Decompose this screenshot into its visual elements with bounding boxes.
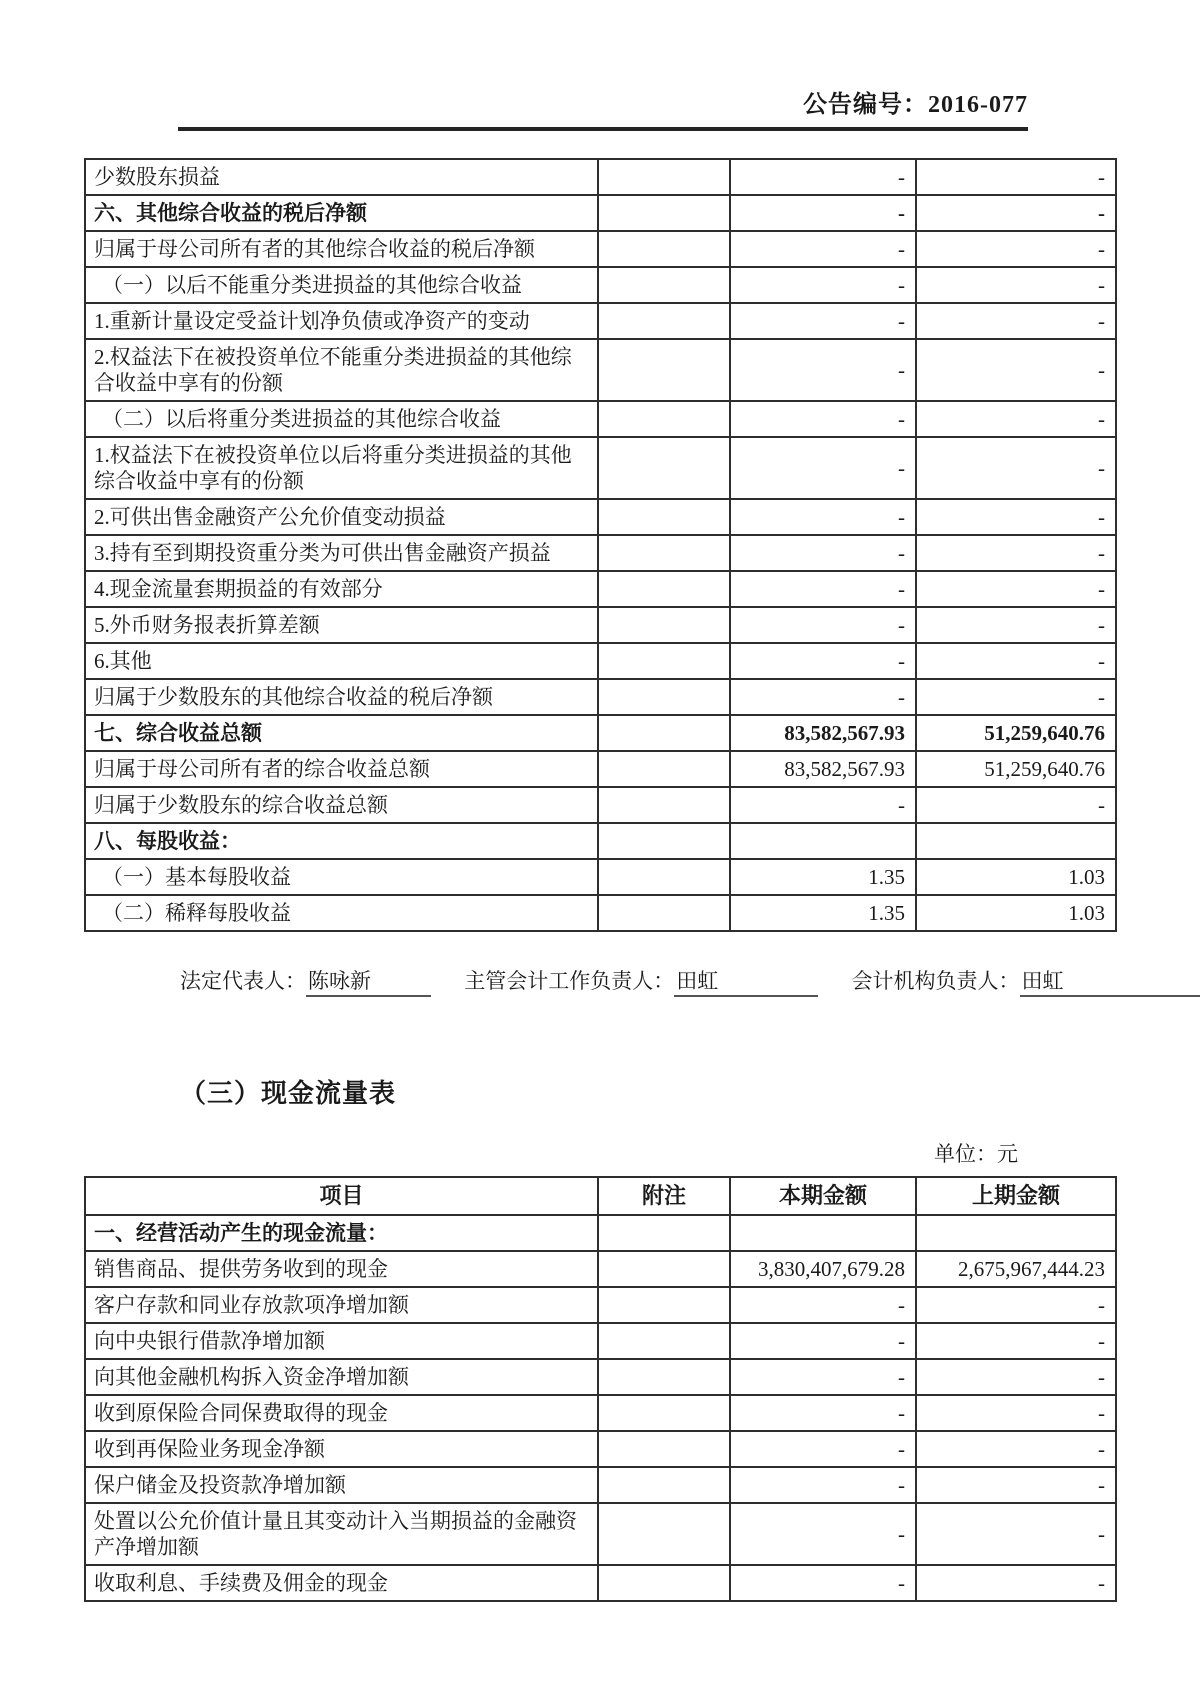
prior-amount-cell: 1.03 <box>916 859 1116 895</box>
note-cell <box>598 1467 730 1503</box>
current-amount-cell: - <box>730 195 916 231</box>
item-cell: 6.其他 <box>85 643 598 679</box>
prior-amount-cell: - <box>916 499 1116 535</box>
item-cell: 归属于母公司所有者的综合收益总额 <box>85 751 598 787</box>
current-amount-cell: - <box>730 1503 916 1565</box>
item-cell: 2.权益法下在被投资单位不能重分类进损益的其他综合收益中享有的份额 <box>85 339 598 401</box>
note-cell <box>598 401 730 437</box>
table-row <box>85 401 1116 437</box>
table-row <box>85 787 1116 823</box>
note-cell <box>598 571 730 607</box>
current-amount-cell <box>730 1215 916 1251</box>
current-amount-cell: - <box>730 339 916 401</box>
section-title: （三）现金流量表 <box>180 1079 397 1108</box>
item-cell: 一、经营活动产生的现金流量： <box>85 1215 598 1251</box>
comprehensive-income-table <box>84 158 1117 932</box>
note-cell <box>598 499 730 535</box>
note-cell <box>598 437 730 499</box>
current-amount-cell: - <box>730 303 916 339</box>
item-cell: 处置以公允价值计量且其变动计入当期损益的金融资产净增加额 <box>85 1503 598 1565</box>
cash-flow-table <box>84 1176 1117 1602</box>
current-amount-cell: - <box>730 159 916 195</box>
unit-label: 单位：元 <box>934 1142 1018 1166</box>
prior-amount-cell: - <box>916 1395 1116 1431</box>
prior-amount-cell: - <box>916 643 1116 679</box>
table-row <box>85 1565 1116 1601</box>
current-amount-cell: - <box>730 1431 916 1467</box>
signature-underline <box>1080 973 1200 997</box>
table-row <box>85 643 1116 679</box>
accounting-department-head-label: 会计机构负责人： <box>851 969 1020 993</box>
table-row <box>85 751 1116 787</box>
item-cell: 归属于少数股东的其他综合收益的税后净额 <box>85 679 598 715</box>
current-amount-cell: - <box>730 643 916 679</box>
note-cell <box>598 535 730 571</box>
column-header-prior-amount: 上期金额 <box>916 1177 1116 1215</box>
prior-amount-cell: - <box>916 571 1116 607</box>
item-cell: 客户存款和同业存放款项净增加额 <box>85 1287 598 1323</box>
prior-amount-cell <box>916 1215 1116 1251</box>
legal-representative-name: 陈咏新 <box>306 965 373 997</box>
note-cell <box>598 303 730 339</box>
current-amount-cell: - <box>730 571 916 607</box>
current-amount-cell: - <box>730 787 916 823</box>
item-cell: 3.持有至到期投资重分类为可供出售金融资产损益 <box>85 535 598 571</box>
table-row <box>85 437 1116 499</box>
prior-amount-cell: - <box>916 1431 1116 1467</box>
current-amount-cell: - <box>730 1565 916 1601</box>
current-amount-cell: - <box>730 1287 916 1323</box>
prior-amount-cell: 51,259,640.76 <box>916 751 1116 787</box>
signature-underline <box>734 973 818 997</box>
current-amount-cell: - <box>730 437 916 499</box>
note-cell <box>598 823 730 859</box>
table-row <box>85 1287 1116 1323</box>
item-cell: 保户储金及投资款净增加额 <box>85 1467 598 1503</box>
prior-amount-cell: 51,259,640.76 <box>916 715 1116 751</box>
prior-amount-cell: 1.03 <box>916 895 1116 931</box>
current-amount-cell: - <box>730 499 916 535</box>
table-row <box>85 571 1116 607</box>
current-amount-cell: 1.35 <box>730 859 916 895</box>
note-cell <box>598 267 730 303</box>
note-cell <box>598 1565 730 1601</box>
item-cell: 5.外币财务报表折算差额 <box>85 607 598 643</box>
table-row <box>85 1251 1116 1287</box>
item-cell: 收到原保险合同保费取得的现金 <box>85 1395 598 1431</box>
prior-amount-cell: - <box>916 1323 1116 1359</box>
prior-amount-cell: - <box>916 159 1116 195</box>
item-cell: 收取利息、手续费及佣金的现金 <box>85 1565 598 1601</box>
accounting-department-head-signature <box>852 969 1200 993</box>
item-cell: 八、每股收益： <box>85 823 598 859</box>
prior-amount-cell: - <box>916 339 1116 401</box>
column-header-item: 项目 <box>85 1177 598 1215</box>
chief-accounting-officer-label: 主管会计工作负责人： <box>464 969 675 993</box>
prior-amount-cell: - <box>916 1359 1116 1395</box>
current-amount-cell: - <box>730 1323 916 1359</box>
note-cell <box>598 679 730 715</box>
note-cell <box>598 195 730 231</box>
prior-amount-cell: - <box>916 437 1116 499</box>
note-cell <box>598 1359 730 1395</box>
current-amount-cell: 3,830,407,679.28 <box>730 1251 916 1287</box>
item-cell: （二）以后将重分类进损益的其他综合收益 <box>85 401 598 437</box>
table-row <box>85 195 1116 231</box>
table-row <box>85 823 1116 859</box>
prior-amount-cell: - <box>916 401 1116 437</box>
note-cell <box>598 1251 730 1287</box>
table-row <box>85 607 1116 643</box>
current-amount-cell: - <box>730 267 916 303</box>
table-row <box>85 1215 1116 1251</box>
item-cell: 收到再保险业务现金净额 <box>85 1431 598 1467</box>
item-cell: （一）以后不能重分类进损益的其他综合收益 <box>85 267 598 303</box>
table-row <box>85 1359 1116 1395</box>
item-cell: 2.可供出售金融资产公允价值变动损益 <box>85 499 598 535</box>
prior-amount-cell: - <box>916 231 1116 267</box>
prior-amount-cell: - <box>916 535 1116 571</box>
table-row <box>85 1431 1116 1467</box>
prior-amount-cell: - <box>916 1503 1116 1565</box>
prior-amount-cell: - <box>916 267 1116 303</box>
table-row <box>85 859 1116 895</box>
note-cell <box>598 751 730 787</box>
chief-accounting-officer-signature <box>464 969 818 993</box>
note-cell <box>598 1287 730 1323</box>
item-cell: 六、其他综合收益的税后净额 <box>85 195 598 231</box>
item-cell: 向中央银行借款净增加额 <box>85 1323 598 1359</box>
note-cell <box>598 1215 730 1251</box>
announcement-number: 公告编号：2016-077 <box>803 92 1028 118</box>
current-amount-cell: 83,582,567.93 <box>730 715 916 751</box>
prior-amount-cell: - <box>916 1565 1116 1601</box>
column-header-note: 附注 <box>598 1177 730 1215</box>
table-row <box>85 679 1116 715</box>
signature-row <box>180 965 1200 997</box>
note-cell <box>598 607 730 643</box>
prior-amount-cell: - <box>916 607 1116 643</box>
current-amount-cell: - <box>730 607 916 643</box>
table-row <box>85 339 1116 401</box>
table-row <box>85 267 1116 303</box>
note-cell <box>598 231 730 267</box>
note-cell <box>598 787 730 823</box>
current-amount-cell: - <box>730 231 916 267</box>
current-amount-cell: - <box>730 535 916 571</box>
table-row <box>85 499 1116 535</box>
item-cell: 七、综合收益总额 <box>85 715 598 751</box>
prior-amount-cell: - <box>916 1287 1116 1323</box>
table-row <box>85 1503 1116 1565</box>
current-amount-cell: 83,582,567.93 <box>730 751 916 787</box>
item-cell: 归属于少数股东的综合收益总额 <box>85 787 598 823</box>
current-amount-cell: - <box>730 1395 916 1431</box>
signature-underline <box>373 973 431 997</box>
table-row <box>85 535 1116 571</box>
prior-amount-cell: - <box>916 787 1116 823</box>
item-cell: 4.现金流量套期损益的有效部分 <box>85 571 598 607</box>
item-cell: （一）基本每股收益 <box>85 859 598 895</box>
item-cell: 1.权益法下在被投资单位以后将重分类进损益的其他综合收益中享有的份额 <box>85 437 598 499</box>
note-cell <box>598 339 730 401</box>
column-header-current-amount: 本期金额 <box>730 1177 916 1215</box>
prior-amount-cell: - <box>916 1467 1116 1503</box>
doc-header <box>178 84 1028 131</box>
legal-representative-label: 法定代表人： <box>180 969 306 993</box>
item-cell: 归属于母公司所有者的其他综合收益的税后净额 <box>85 231 598 267</box>
note-cell <box>598 859 730 895</box>
note-cell <box>598 1323 730 1359</box>
accounting-department-head-name: 田虹 <box>1020 965 1080 997</box>
chief-accounting-officer-name: 田虹 <box>674 965 734 997</box>
note-cell <box>598 643 730 679</box>
table-row <box>85 1467 1116 1503</box>
item-cell: （二）稀释每股收益 <box>85 895 598 931</box>
item-cell: 1.重新计量设定受益计划净负债或净资产的变动 <box>85 303 598 339</box>
item-cell: 向其他金融机构拆入资金净增加额 <box>85 1359 598 1395</box>
prior-amount-cell: - <box>916 679 1116 715</box>
note-cell <box>598 895 730 931</box>
note-cell <box>598 715 730 751</box>
note-cell <box>598 1503 730 1565</box>
item-cell: 销售商品、提供劳务收到的现金 <box>85 1251 598 1287</box>
note-cell <box>598 1395 730 1431</box>
current-amount-cell: - <box>730 1359 916 1395</box>
current-amount-cell: - <box>730 401 916 437</box>
table-row <box>85 1323 1116 1359</box>
prior-amount-cell <box>916 823 1116 859</box>
current-amount-cell <box>730 823 916 859</box>
note-cell <box>598 159 730 195</box>
current-amount-cell: - <box>730 1467 916 1503</box>
prior-amount-cell: - <box>916 195 1116 231</box>
table-row <box>85 303 1116 339</box>
prior-amount-cell: 2,675,967,444.23 <box>916 1251 1116 1287</box>
note-cell <box>598 1431 730 1467</box>
item-cell: 少数股东损益 <box>85 159 598 195</box>
cash-flow-header-row <box>85 1177 1116 1215</box>
table-row <box>85 715 1116 751</box>
table-row <box>85 231 1116 267</box>
legal-representative-signature <box>180 969 431 993</box>
current-amount-cell: 1.35 <box>730 895 916 931</box>
table-row <box>85 1395 1116 1431</box>
current-amount-cell: - <box>730 679 916 715</box>
table-row <box>85 159 1116 195</box>
prior-amount-cell: - <box>916 303 1116 339</box>
table-row <box>85 895 1116 931</box>
